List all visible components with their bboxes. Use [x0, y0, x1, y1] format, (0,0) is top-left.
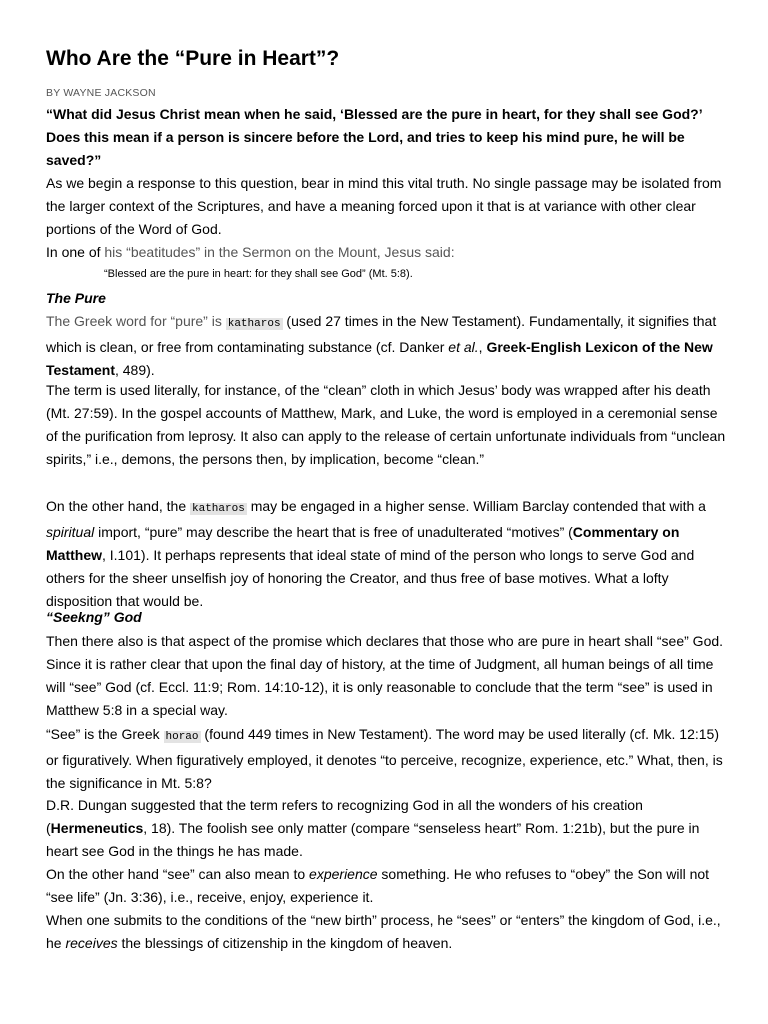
p3-text-b: may be engaged in a higher sense. William Barclay contended that with a: [246, 498, 706, 514]
byline: BY WAYNE JACKSON: [46, 87, 156, 99]
receives-word: receives: [65, 935, 118, 951]
greek-word-horao: horao: [165, 731, 199, 743]
beatitudes-intro-start: In one of: [46, 244, 105, 260]
paragraph-see-god: Then there also is that aspect of the promise which declares that those who are pure in heart shall “see” God. Since it is rather clear that upon the final day of history, at the time of Judgment, all human beings of all time will “see” God (cf. Eccl. 11:9; Rom. 14:10-12), it is only reasonable to conclude that the term “see” is used in Matthew 5:8 in a special way.: [46, 633, 724, 718]
p3-text-c: import, “pure” may describe the heart that is free of unadulterated “motives” (: [94, 524, 573, 540]
p1-text-a: The Greek word for “pure” is: [46, 313, 226, 329]
reader-question: “What did Jesus Christ mean when he said, ‘Blessed are the pure in heart, for they shall see God?’ Does this mean if a person is sincere before the Lord, and tries to keep his mind pure, he will be saved?”: [46, 106, 702, 168]
p8-text-a: When one submits to the conditions of the “new birth” process, he “sees” or “enters” the kingdom of God, i.e., he: [46, 912, 721, 951]
paragraph-higher-sense: [46, 495, 726, 613]
paragraph-experience: [46, 863, 726, 909]
p1-text-d: , 489).: [114, 362, 155, 378]
p6-text-a: D.R. Dungan suggested that the term refers to recognizing God in all the wonders of his creation (: [46, 797, 643, 836]
beatitudes-intro: [46, 241, 726, 264]
intro-paragraph: As we begin a response to this question, bear in mind this vital truth. No single passage may be isolated from the larger context of the Scriptures, and have a meaning forced upon it that is at variance with other clear portions of the Word of God.: [46, 175, 722, 237]
scripture-quote: “Blessed are the pure in heart: for they shall see God” (Mt. 5:8).: [104, 268, 413, 280]
p6-text-b: , 18). The foolish see only matter (compare “senseless heart” Rom. 1:21b), but the pure in heart see God in the things he has made.: [46, 820, 700, 859]
p7-text-a: On the other hand “see” can also mean to: [46, 866, 310, 882]
section-heading-seeking: “Seekng” God: [46, 609, 142, 625]
article-title: Who Are the “Pure in Heart”?: [46, 47, 340, 70]
paragraph-literal-use: The term is used literally, for instance, of the “clean” cloth in which Jesus’ body was wrapped after his death (Mt. 27:59). In the gospel accounts of Matthew, Mark, and Luke, the word is employed in a ceremonial sense of the purification from leprosy. It also can apply to the release of certain unfortunate individuals from “unclean spirits,” i.e., demons, the persons then, by implication, become “clean.”: [46, 382, 726, 467]
spiritual-word: spiritual: [46, 524, 95, 540]
paragraph-new-birth: [46, 909, 726, 955]
book-title-hermeneutics: Hermeneutics: [50, 820, 144, 836]
book-title-commentary: Commentary on Matthew: [46, 524, 680, 563]
beatitudes-intro-end: his “beatitudes” in the Sermon on the Mount, Jesus said:: [104, 244, 455, 260]
et-al: et al.: [448, 339, 479, 355]
greek-word-katharos: katharos: [227, 318, 281, 330]
p1-text-b: (used 27 times in the New Testament). Fundamentally, it signifies that which is clean, or free from contaminating substance (cf. Danker: [46, 313, 717, 355]
section-heading-pure: The Pure: [46, 290, 106, 306]
experience-word: experience: [309, 866, 378, 882]
paragraph-horao: [46, 723, 726, 795]
p7-text-b: something. He who refuses to “obey” the Son will not “see life” (Jn. 3:36), i.e., receive, enjoy, experience it.: [46, 866, 710, 905]
paragraph-katharos: [46, 310, 726, 382]
p5-text-b: (found 449 times in New Testament). The word may be used literally (cf. Mk. 12:15) or figuratively. When figuratively employed, it denotes “to perceive, recognize, experience, etc.” What, then, is the significance in Mt. 5:8?: [46, 726, 723, 791]
greek-word-katharos-2: katharos: [192, 503, 245, 515]
p3-text-d: , I.101). It perhaps represents that ideal state of mind of the person who longs to serve God and others for the sheer unselfish joy of honoring the Creator, and thus free of base motives. What a lofty disposition that would be.: [46, 547, 695, 609]
p8-text-b: the blessings of citizenship in the kingdom of heaven.: [117, 935, 453, 951]
p3-text-a: On the other hand, the: [46, 498, 190, 514]
book-title-lexicon: Greek-English Lexicon of the New Testament: [46, 339, 713, 378]
p5-text-a: “See” is the Greek: [46, 726, 164, 742]
p1-text-c: ,: [478, 339, 487, 355]
paragraph-dungan: [46, 794, 726, 863]
